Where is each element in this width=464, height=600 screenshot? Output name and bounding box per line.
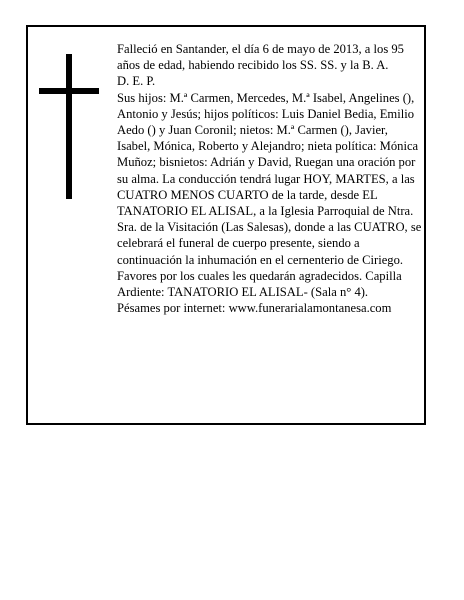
notice-condolences: Pésames por internet: www.funerarialamontanesa.com bbox=[117, 301, 392, 316]
cross-vertical-bar bbox=[66, 54, 72, 199]
cross-horizontal-bar bbox=[39, 88, 99, 94]
notice-rip: D. E. P. bbox=[117, 74, 156, 89]
obituary-notice bbox=[26, 25, 426, 425]
notice-text bbox=[117, 41, 423, 316]
notice-intro: Falleció en Santander, el día 6 de mayo de 2013, a los 95 años de edad, habiendo recibido los SS. SS. y la B. A. bbox=[117, 42, 404, 73]
notice-family: Sus hijos: M.ª Carmen, Mercedes, M.ª Isabel, Angelines (), Antonio y Jesús; hijos políticos: Luis Daniel Bedia, Emilio Aedo () y Juan Coronil; nietos: M.ª Carmen (), Javier, Isabel, Mónica, Roberto y Alejandro; nieta política: Mónica Muñoz; bisnietos: Adrián y David, Ruegan una oración por su alma. La conducción tendrá lugar HOY, MARTES, a las CUATRO MENOS CUARTO de la tarde, desde EL TANATORIO EL ALISAL, a la Iglesia Parroquial de Ntra. Sra. de la Visitación (Las Salesas), donde a las CUATRO, se celebrará el funeral de cuerpo presente, siendo a continuación la inhumación en el cernenterio de Ciriego. Favores por los cuales les quedarán agradecidos. Capilla Ardiente: TANATORIO EL ALISAL- (Sala n° 4). bbox=[117, 90, 422, 300]
cross-icon bbox=[39, 54, 99, 199]
